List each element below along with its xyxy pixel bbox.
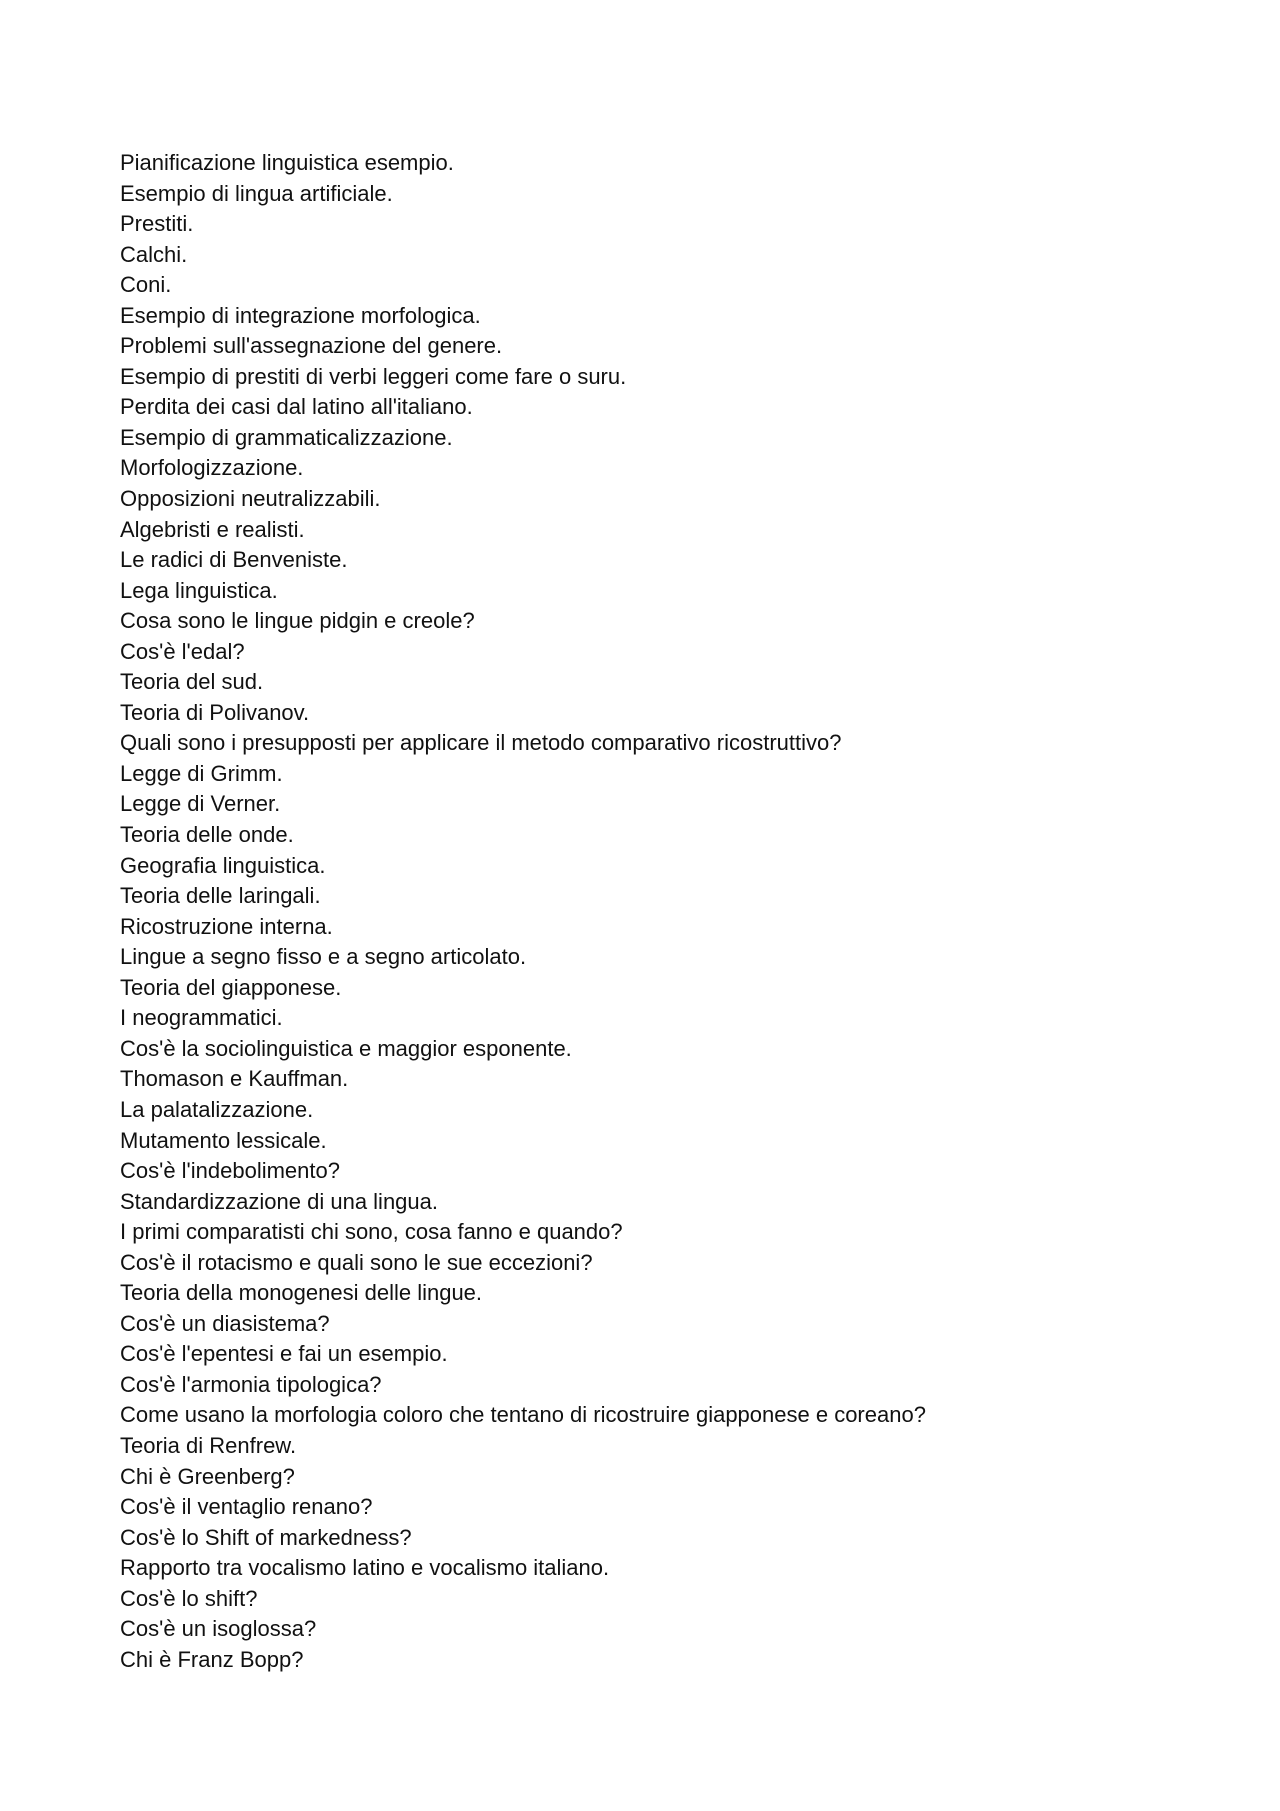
- question-line: Pianificazione linguistica esempio.: [120, 150, 454, 175]
- question-line: Perdita dei casi dal latino all'italiano.: [120, 394, 473, 420]
- question-line: Chi è Franz Bopp?: [120, 1646, 304, 1672]
- question-line: Chi è Greenberg?: [120, 1463, 295, 1489]
- question-line: Teoria della monogenesi delle lingue.: [120, 1280, 483, 1306]
- question-line: Geografia linguistica.: [120, 852, 326, 878]
- question-line: Cos'è lo shift?: [120, 1585, 258, 1611]
- question-line: Esempio di integrazione morfologica.: [120, 302, 481, 328]
- question-line: Thomason e Kauffman.: [120, 1066, 349, 1092]
- question-line: Esempio di prestiti di verbi leggeri come fare o suru.: [120, 363, 627, 389]
- question-line: Cosa sono le lingue pidgin e creole?: [120, 608, 475, 634]
- question-line: Teoria delle laringali.: [120, 883, 321, 909]
- question-line: Cos'è la sociolinguistica e maggior esponente.: [120, 1035, 572, 1061]
- question-line: Cos'è un diasistema?: [120, 1310, 330, 1336]
- question-line: Quali sono i presupposti per applicare il metodo comparativo ricostruttivo?: [120, 730, 842, 756]
- question-line: Cos'è lo Shift of markedness?: [120, 1524, 412, 1550]
- question-line: Calchi.: [120, 241, 188, 267]
- question-line: Come usano la morfologia coloro che tentano di ricostruire giapponese e coreano?: [120, 1402, 926, 1428]
- question-line: Lingue a segno fisso e a segno articolato.: [120, 944, 527, 970]
- question-line: Esempio di grammaticalizzazione.: [120, 424, 453, 450]
- question-line: Lega linguistica.: [120, 577, 278, 603]
- question-line: Teoria di Renfrew.: [120, 1432, 297, 1458]
- question-line: Standardizzazione di una lingua.: [120, 1188, 439, 1214]
- question-line: Teoria del giapponese.: [120, 974, 342, 1000]
- question-line: Algebristi e realisti.: [120, 516, 305, 542]
- question-line: Legge di Verner.: [120, 791, 281, 817]
- question-line: La palatalizzazione.: [120, 1096, 314, 1122]
- question-line: Cos'è un isoglossa?: [120, 1616, 317, 1642]
- question-line: Prestiti.: [120, 211, 194, 237]
- question-line: Cos'è l'armonia tipologica?: [120, 1371, 382, 1397]
- question-line: Legge di Grimm.: [120, 760, 283, 786]
- question-line: Cos'è il ventaglio renano?: [120, 1494, 373, 1520]
- question-line: Cos'è l'epentesi e fai un esempio.: [120, 1341, 448, 1367]
- question-list: [120, 148, 926, 1675]
- question-line: Esempio di lingua artificiale.: [120, 180, 393, 206]
- question-line: Ricostruzione interna.: [120, 913, 333, 939]
- question-line: I primi comparatisti chi sono, cosa fanno e quando?: [120, 1219, 623, 1245]
- question-line: Teoria delle onde.: [120, 822, 294, 848]
- question-line: Rapporto tra vocalismo latino e vocalismo italiano.: [120, 1555, 610, 1581]
- question-line: Le radici di Benveniste.: [120, 547, 348, 573]
- question-line: Coni.: [120, 272, 172, 298]
- question-line: Teoria di Polivanov.: [120, 699, 310, 725]
- question-line: Cos'è il rotacismo e quali sono le sue eccezioni?: [120, 1249, 593, 1275]
- question-line: Cos'è l'indebolimento?: [120, 1158, 340, 1184]
- question-line: Problemi sull'assegnazione del genere.: [120, 333, 503, 359]
- question-line: Morfologizzazione.: [120, 455, 304, 481]
- question-line: Opposizioni neutralizzabili.: [120, 486, 381, 512]
- question-line: I neogrammatici.: [120, 1005, 283, 1031]
- question-line: Teoria del sud.: [120, 669, 264, 695]
- question-line: Cos'è l'edal?: [120, 638, 245, 664]
- question-line: Mutamento lessicale.: [120, 1127, 327, 1153]
